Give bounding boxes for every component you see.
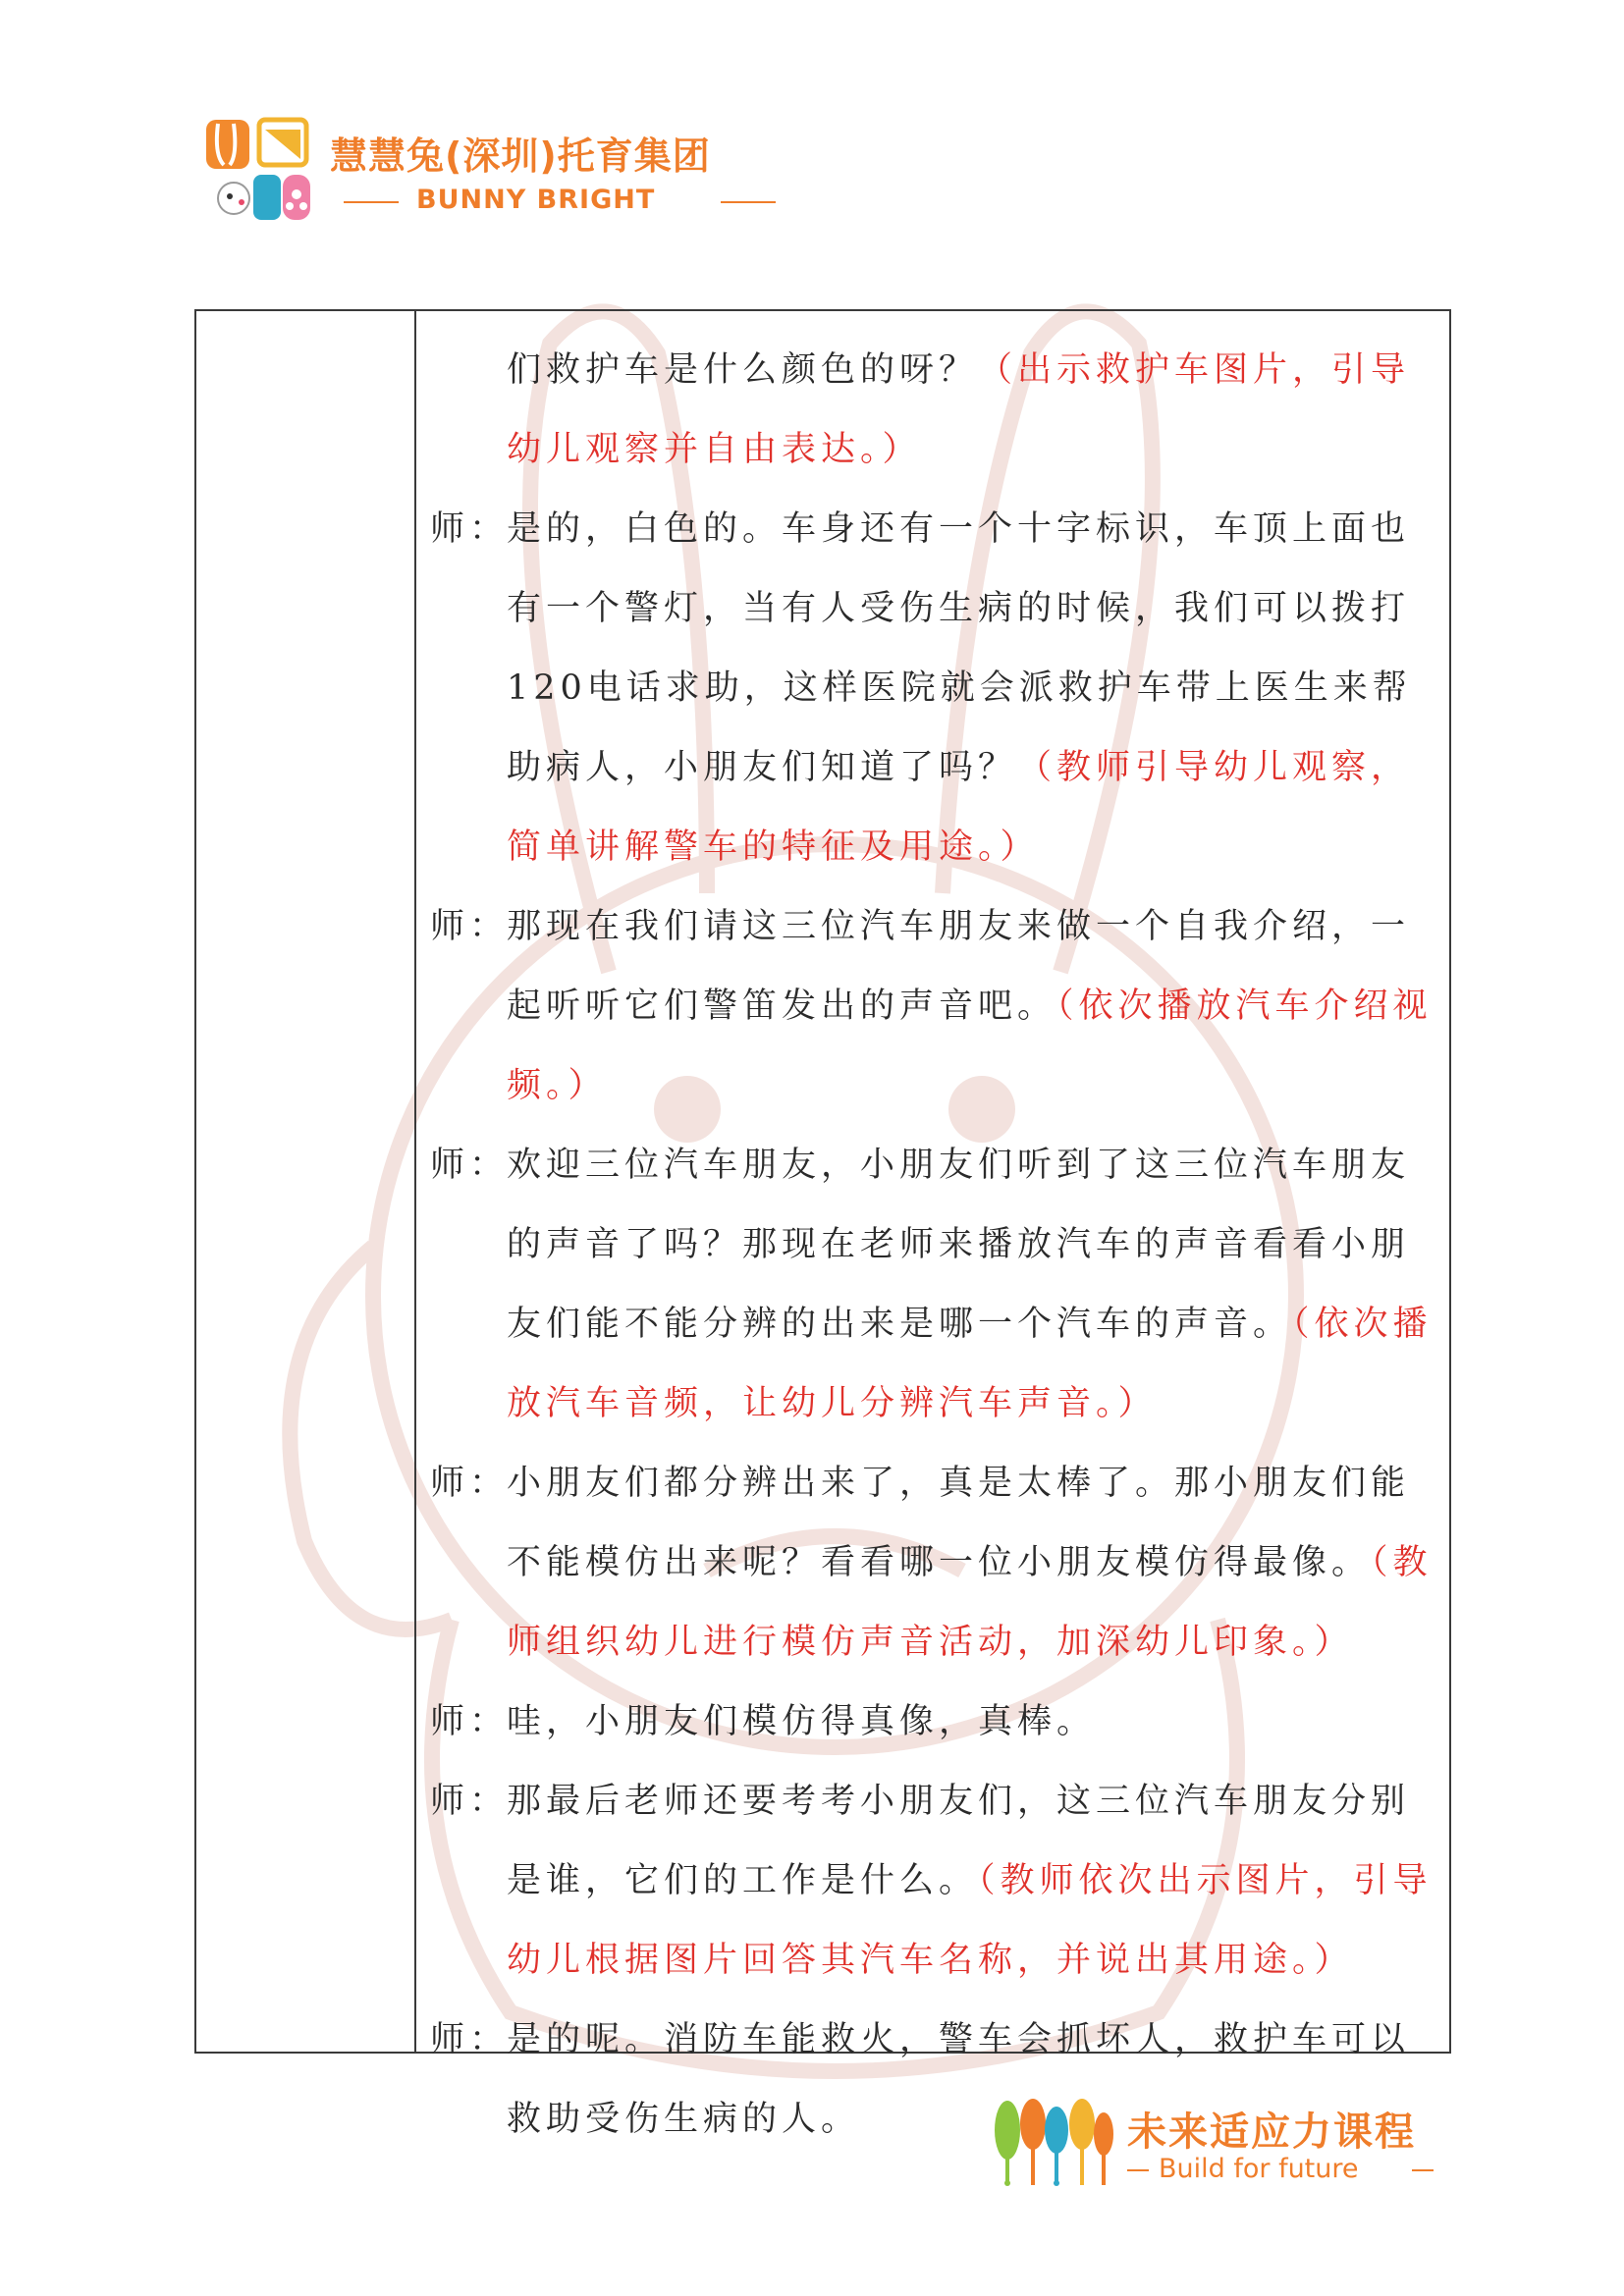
course-name-en-row [1127,2154,1441,2187]
teaching-instruction: （教师依次出示图片，引导幼儿根据图片回答其汽车名称，并说出其用途。） [507,1861,1433,1980]
bunny-logo-icon [204,116,314,226]
dialogue-line [430,1682,1441,1762]
teaching-instruction: （教师引导幼儿观察，简单讲解警车的特征及用途。） [507,748,1411,867]
divider [1127,2169,1149,2171]
speaker-label: 师： [430,1782,510,1821]
dialogue-text: 那现在我们请这三位汽车朋友来做一个自我介绍，一起听听它们警笛发出的声音吧。 [507,907,1411,1026]
divider [1412,2169,1434,2171]
dialogue-text: 是的呢。消防车能救火，警车会抓坏人，救护车可以救助受伤生病的人。 [507,2020,1411,2139]
speaker-label: 师： [430,509,510,549]
dialogue-text: 欢迎三位汽车朋友，小朋友们听到了这三位汽车朋友的声音了吗？那现在老师来播放汽车的声音看看小朋友们能不能分辨的出来是哪一个汽车的声音。 [507,1146,1411,1344]
speaker-label: 师： [430,1146,510,1185]
footer-logo [992,2091,1443,2199]
course-name-en: Build for future [1159,2154,1359,2184]
dialogue-line [430,331,1441,490]
dialogue-text: 们救护车是什么颜色的呀？ [507,350,979,390]
trees-logo-icon [992,2091,1114,2189]
teaching-instruction: （教师组织幼儿进行模仿声音活动，加深幼儿印象。） [507,1543,1433,1662]
dialogue-text: 是的，白色的。车身还有一个十字标识，车顶上面也有一个警灯，当有人受伤生病的时候，我们可以拨打120电话求助，这样医院就会派救护车带上医生来帮助病人，小朋友们知道了吗？ [507,509,1412,787]
course-name-cn: 未来适应力课程 [1127,2109,1416,2155]
speaker-label: 师： [430,2020,510,2059]
dialogue-line [430,490,1441,887]
speaker-label: 师： [430,1464,510,1503]
dialogue-list [430,331,1441,2160]
speaker-label: 师： [430,907,510,946]
brand-name-cn: 慧慧兔(深圳)托育集团 [330,134,711,178]
dialogue-text: 那最后老师还要考考小朋友们，这三位汽车朋友分别是谁，它们的工作是什么。 [507,1782,1411,1900]
brand-name-en-row [330,185,742,218]
speaker-label: 师： [430,1702,510,1741]
dialogue-line [430,1126,1441,1444]
dialogue-line [430,1762,1441,2001]
divider [344,201,399,203]
header-logo [204,116,754,226]
brand-name-en: BUNNY BRIGHT [416,185,656,215]
table-left-cell [196,311,416,2052]
teaching-instruction: （依次播放汽车音频，让幼儿分辨汽车声音。） [507,1305,1433,1423]
dialogue-line [430,887,1441,1126]
dialogue-text: 小朋友们都分辨出来了，真是太棒了。那小朋友们能不能模仿出来呢？看看哪一位小朋友模仿得最像。 [507,1464,1411,1582]
divider [721,201,776,203]
dialogue-text: 哇，小朋友们模仿得真像，真棒。 [507,1702,1097,1741]
teaching-instruction: （出示救护车图片，引导幼儿观察并自由表达。） [507,350,1411,469]
dialogue-line [430,1444,1441,1682]
teaching-instruction: （依次播放汽车介绍视频。） [507,987,1433,1105]
